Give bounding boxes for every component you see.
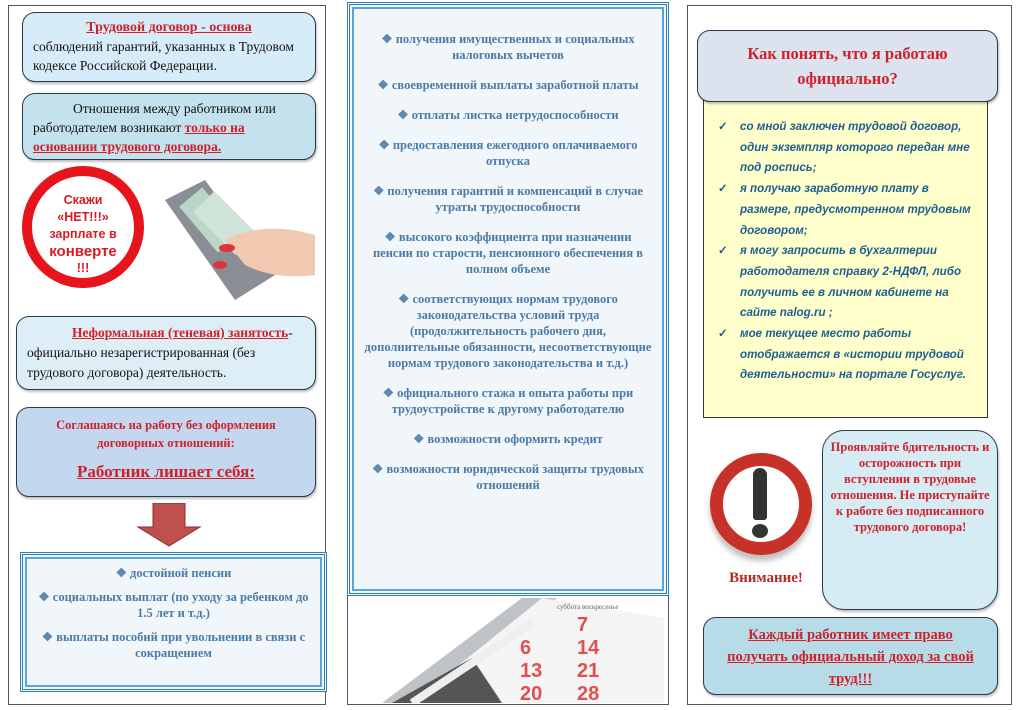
diamond-bullet-icon: ❖ — [373, 184, 388, 198]
relations-plain: Отношения между работником или работодателем возникают — [33, 101, 276, 135]
loss-text: соответствующих нормам трудового законодательства условий труда (продолжительность рабочего дня, дополнительные обязанности, несоответствующие нормам трудового законодательства и т.д.) — [364, 292, 652, 370]
diamond-bullet-icon: ❖ — [384, 230, 399, 244]
calendar-date: 28 — [577, 683, 600, 703]
checkmark-icon: ✓ — [718, 327, 728, 341]
calendar-date: 7 — [577, 614, 589, 636]
loss-item — [37, 629, 310, 661]
attention-label: Внимание! — [729, 570, 803, 586]
relations-highlight: только на основании трудового договора. — [33, 120, 245, 154]
left-losses-list — [37, 565, 310, 661]
diamond-bullet-icon: ❖ — [381, 32, 396, 46]
official-work-checklist — [714, 117, 979, 386]
diamond-bullet-icon: ❖ — [397, 108, 412, 122]
envelope-money-image — [165, 180, 317, 300]
middle-losses-frame — [347, 2, 669, 596]
loss-text: официального стажа и опыта работы при трудоустройстве к другому работодателю — [391, 386, 634, 416]
check-text: со мной заключен трудовой договор, один экземпляр которого передан мне под роспись; — [740, 120, 970, 175]
loss-item — [364, 431, 652, 447]
check-item — [714, 241, 979, 324]
diamond-bullet-icon: ❖ — [115, 566, 131, 580]
calendar-date: 20 — [520, 683, 543, 703]
final-statement-text: Каждый работник имеет право получать официальный доход за свой труд!!! — [727, 627, 974, 687]
contract-basis-title: Трудовой договор - основа — [86, 20, 252, 35]
loss-text: предоставления ежегодного оплачиваемого отпуска — [392, 138, 638, 168]
check-item — [714, 117, 979, 179]
checkmark-icon: ✓ — [718, 182, 728, 196]
middle-losses-list — [364, 31, 652, 493]
diamond-bullet-icon: ❖ — [38, 590, 53, 604]
calendar-date: 21 — [577, 660, 600, 682]
loss-item — [364, 107, 652, 123]
diamond-bullet-icon: ❖ — [378, 138, 393, 152]
stamp-line: зарплате в — [49, 227, 117, 241]
calendar-header: суббота воскресенье — [557, 603, 619, 611]
loss-text: своевременной выплаты заработной платы — [391, 78, 639, 92]
stamp-line: «НЕТ!!!» — [57, 210, 109, 224]
loss-text: возможности оформить кредит — [427, 432, 603, 446]
stamp-line: Скажи — [63, 193, 103, 207]
diamond-bullet-icon: ❖ — [41, 630, 57, 644]
loss-text: социальных выплат (по уходу за ребенком до 1.5 лет и т.д.) — [52, 590, 309, 620]
contract-basis-text: соблюдений гарантий, указанных в Трудовом кодексе Российской Федерации. — [33, 39, 294, 73]
check-item — [714, 179, 979, 241]
calendar-date: 13 — [520, 660, 543, 682]
loss-item — [37, 589, 310, 621]
loss-text: высокого коэффициента при назначении пенсии по старости, пенсионного обеспечения в полном объеме — [372, 230, 644, 276]
diamond-bullet-icon: ❖ — [377, 78, 392, 92]
check-item — [714, 324, 979, 386]
official-work-title: Как понять, что я работаю официально? — [747, 44, 948, 88]
loss-item — [364, 291, 652, 371]
stamp-line: !!! — [76, 261, 90, 275]
checkmark-icon: ✓ — [718, 244, 728, 258]
deprives-box — [16, 407, 316, 497]
loss-item — [364, 461, 652, 493]
calendar-date: 14 — [577, 637, 600, 659]
loss-item — [364, 31, 652, 63]
official-work-note — [703, 96, 988, 418]
relations-box — [22, 93, 316, 160]
loss-item — [37, 565, 310, 581]
loss-item — [364, 229, 652, 277]
calendar-image — [352, 598, 664, 703]
loss-item — [364, 183, 652, 215]
stamp-line: конверте — [49, 243, 117, 260]
contract-basis-box — [22, 12, 316, 82]
calendar-date: 6 — [520, 637, 532, 659]
loss-item — [364, 385, 652, 417]
final-statement-box — [703, 617, 998, 695]
informal-employment-title: Неформальная (теневая) занятость — [72, 325, 289, 340]
left-losses-frame — [20, 552, 327, 692]
warning-box — [822, 430, 998, 610]
diamond-bullet-icon: ❖ — [372, 462, 387, 476]
loss-text: получения гарантий и компенсаций в случае утраты трудоспособности — [387, 184, 643, 214]
down-arrow-icon — [136, 503, 202, 547]
loss-item — [364, 137, 652, 169]
loss-text: возможности юридической защиты трудовых отношений — [386, 462, 644, 492]
loss-text: выплаты пособий при увольнении в связи с сокращением — [56, 630, 306, 660]
diamond-bullet-icon: ❖ — [382, 386, 398, 400]
warning-text: Проявляйте бдительность и осторожность при вступлении в трудовые отношения. Не приступайте к работе без подписанного трудового договора! — [830, 440, 990, 534]
relations-text — [33, 99, 305, 156]
say-no-stamp — [22, 166, 144, 288]
diamond-bullet-icon: ❖ — [413, 432, 428, 446]
check-text: я получаю заработную плату в размере, предусмотренном трудовым договором; — [740, 182, 971, 237]
diamond-bullet-icon: ❖ — [398, 292, 413, 306]
deprives-text: Соглашаясь на работу без оформления договорных отношений: — [56, 418, 276, 450]
attention-icon — [710, 453, 812, 555]
check-text: я могу запросить в бухгалтерии работодателя справку 2-НДФЛ, либо получить ее в личном кабинете на сайте nalog.ru ; — [740, 244, 962, 320]
loss-text: достойной пенсии — [130, 566, 232, 580]
loss-text: отплаты листка нетрудоспособности — [411, 108, 619, 122]
informal-employment-text — [27, 323, 305, 383]
official-work-header — [697, 30, 998, 102]
informal-employment-desc: -официально незарегистрированная (без трудового договора) деятельность. — [27, 325, 293, 380]
loss-item — [364, 77, 652, 93]
loss-text: получения имущественных и социальных налоговых вычетов — [395, 32, 635, 62]
checkmark-icon: ✓ — [718, 120, 728, 133]
check-text: мое текущее место работы отображается в «истории трудовой деятельности» на портале Госуслуг. — [740, 327, 966, 382]
informal-employment-box — [16, 316, 316, 390]
deprives-title: Работник лишает себя: — [77, 462, 255, 481]
